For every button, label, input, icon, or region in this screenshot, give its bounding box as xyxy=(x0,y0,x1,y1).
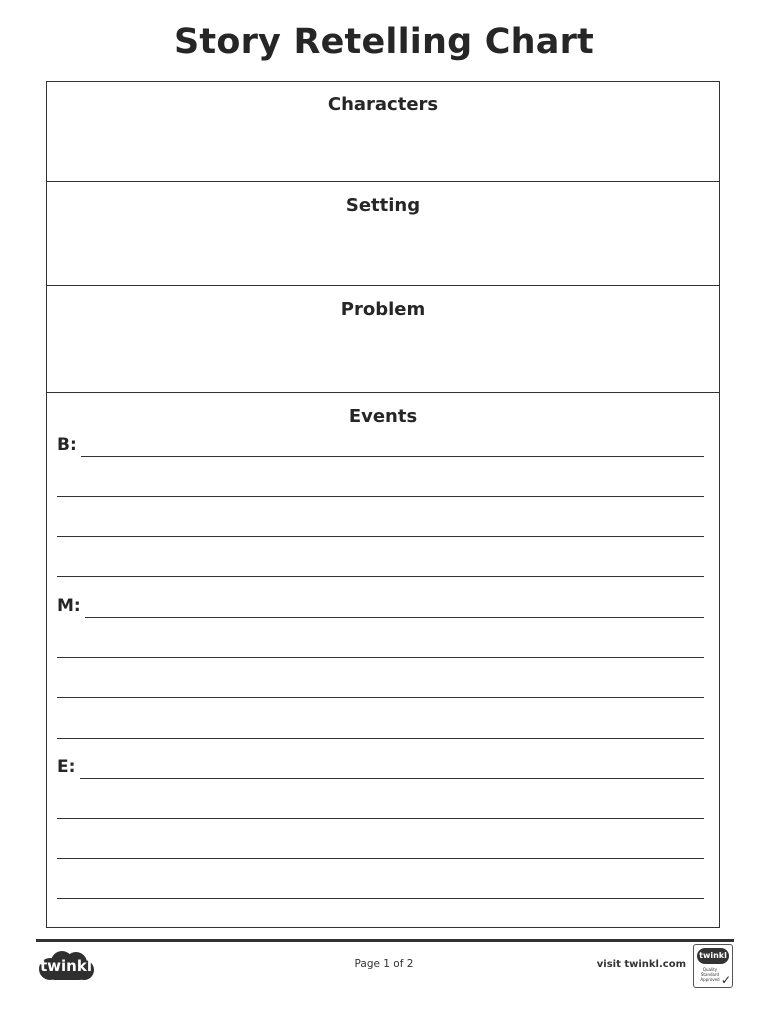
logo-wordmark: twinkl xyxy=(40,957,92,975)
writing-line-row[interactable] xyxy=(57,473,704,497)
problem-section xyxy=(47,286,719,393)
writing-line xyxy=(57,697,704,698)
story-chart xyxy=(46,81,720,928)
characters-section xyxy=(47,82,719,182)
writing-line-row[interactable] xyxy=(57,634,704,658)
badge-cloud-icon xyxy=(697,948,729,964)
characters-heading: Characters xyxy=(327,94,439,115)
setting-section xyxy=(47,182,719,286)
writing-line xyxy=(57,536,704,537)
writing-line xyxy=(57,898,704,899)
twinkl-logo[interactable] xyxy=(36,949,96,983)
events-heading: Events xyxy=(348,406,418,427)
writing-line-row[interactable] xyxy=(57,875,704,899)
end-label: E: xyxy=(57,757,76,777)
visit-link[interactable]: visit twinkl.com xyxy=(596,959,686,970)
middle-line[interactable] xyxy=(57,594,704,618)
end-line[interactable] xyxy=(57,755,704,779)
writing-line xyxy=(85,617,704,618)
writing-line xyxy=(57,858,704,859)
setting-heading: Setting xyxy=(345,195,421,216)
writing-line xyxy=(57,657,704,658)
beginning-label: B: xyxy=(57,435,77,455)
problem-heading: Problem xyxy=(340,299,426,320)
writing-line xyxy=(57,818,704,819)
quality-badge xyxy=(693,944,733,988)
events-section xyxy=(47,393,719,927)
badge-wordmark: twinkl xyxy=(699,951,727,960)
writing-line xyxy=(57,576,704,577)
footer-divider xyxy=(36,939,734,942)
writing-line-row[interactable] xyxy=(57,795,704,819)
page-number: Page 1 of 2 xyxy=(354,958,414,970)
writing-line-row[interactable] xyxy=(57,674,704,698)
checkmark-icon: ✓ xyxy=(720,973,731,987)
writing-line-row[interactable] xyxy=(57,835,704,859)
writing-line xyxy=(81,456,704,457)
writing-line xyxy=(57,738,704,739)
writing-line xyxy=(80,778,704,779)
badge-caption: Quality Standard Approved xyxy=(700,967,720,982)
page-title: Story Retelling Chart xyxy=(174,22,594,62)
writing-line xyxy=(57,496,704,497)
writing-line-row[interactable] xyxy=(57,513,704,537)
beginning-line[interactable] xyxy=(57,433,704,457)
writing-line-row[interactable] xyxy=(57,715,704,739)
middle-label: M: xyxy=(57,596,81,616)
writing-line-row[interactable] xyxy=(57,553,704,577)
